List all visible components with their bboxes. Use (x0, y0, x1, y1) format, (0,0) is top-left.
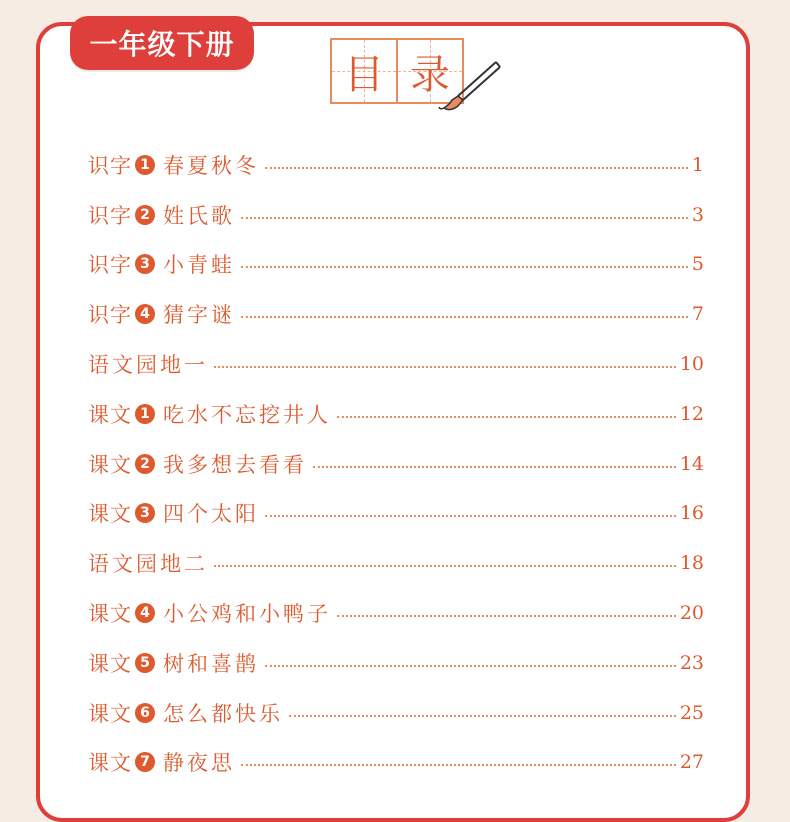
heading-cell (332, 40, 398, 102)
entry-page-number: 10 (679, 353, 704, 376)
entry-type: 识字 (88, 153, 132, 178)
dot-leader (289, 715, 676, 717)
entry-type: 课文 (88, 402, 132, 427)
dot-leader (241, 217, 688, 219)
entry-number-badge: 1 (135, 155, 155, 175)
entry-type: 识字 (88, 203, 132, 228)
entry-title: 姓氏歌 (163, 203, 235, 228)
dot-leader (265, 515, 676, 517)
entry-number-badge: 2 (135, 205, 155, 225)
entry-number-badge: 5 (135, 653, 155, 673)
entry-title: 四个太阳 (163, 502, 259, 527)
entry-title: 语文园地一 (88, 353, 208, 378)
entry-type: 课文 (88, 751, 132, 776)
toc-entry[interactable] (88, 489, 704, 539)
toc-entry[interactable] (88, 140, 704, 190)
entry-type: 课文 (88, 452, 132, 477)
entry-page-number: 1 (691, 153, 704, 176)
toc-entry[interactable] (88, 638, 704, 688)
toc-entry[interactable] (88, 588, 704, 638)
entry-type: 课文 (88, 502, 132, 527)
toc-entry[interactable] (88, 240, 704, 290)
entry-type: 课文 (88, 701, 132, 726)
entry-title: 静夜思 (163, 751, 235, 776)
heading-char-1: 目 (344, 51, 384, 98)
dot-leader (214, 565, 676, 567)
entry-number-badge: 1 (135, 404, 155, 424)
toc-entry[interactable] (88, 190, 704, 240)
dot-leader (265, 665, 676, 667)
entry-page-number: 12 (679, 402, 704, 425)
dot-leader (337, 416, 676, 418)
entry-page-number: 23 (679, 651, 704, 674)
entry-title: 吃水不忘挖井人 (163, 402, 331, 427)
entry-title: 怎么都快乐 (163, 701, 283, 726)
toc-entry[interactable] (88, 738, 704, 788)
dot-leader (241, 266, 688, 268)
entry-page-number: 16 (679, 502, 704, 525)
toc-heading (330, 38, 464, 104)
entry-number-badge: 4 (135, 603, 155, 623)
entry-number-badge: 2 (135, 454, 155, 474)
entry-page-number: 14 (679, 452, 704, 475)
entry-title: 我多想去看看 (163, 452, 307, 477)
entry-page-number: 3 (691, 203, 704, 226)
entry-page-number: 7 (691, 303, 704, 326)
entry-title: 树和喜鹊 (163, 651, 259, 676)
entry-number-badge: 4 (135, 304, 155, 324)
toc-entry[interactable] (88, 538, 704, 588)
toc-list (88, 140, 704, 787)
entry-type: 课文 (88, 651, 132, 676)
entry-title: 小公鸡和小鸭子 (163, 602, 331, 627)
toc-entry[interactable] (88, 289, 704, 339)
entry-number-badge: 3 (135, 503, 155, 523)
dot-leader (313, 466, 676, 468)
entry-page-number: 25 (679, 701, 704, 724)
entry-number-badge: 3 (135, 254, 155, 274)
toc-entry[interactable] (88, 439, 704, 489)
entry-page-number: 20 (679, 602, 704, 625)
toc-entry[interactable] (88, 339, 704, 389)
entry-type: 识字 (88, 303, 132, 328)
dot-leader (265, 167, 688, 169)
entry-title: 春夏秋冬 (163, 153, 259, 178)
entry-title: 小青蛙 (163, 253, 235, 278)
entry-number-badge: 6 (135, 703, 155, 723)
heading-char-2: 录 (410, 51, 450, 98)
toc-entry[interactable] (88, 688, 704, 738)
dot-leader (337, 615, 676, 617)
toc-entry[interactable] (88, 389, 704, 439)
entry-title: 语文园地二 (88, 552, 208, 577)
entry-number-badge: 7 (135, 752, 155, 772)
dot-leader (241, 764, 676, 766)
dot-leader (241, 316, 688, 318)
entry-page-number: 18 (679, 552, 704, 575)
entry-page-number: 5 (691, 253, 704, 276)
entry-type: 识字 (88, 253, 132, 278)
grade-badge: 一年级下册 (70, 16, 254, 70)
entry-type: 课文 (88, 602, 132, 627)
dot-leader (214, 366, 676, 368)
entry-page-number: 27 (679, 751, 704, 774)
entry-title: 猜字谜 (163, 303, 235, 328)
